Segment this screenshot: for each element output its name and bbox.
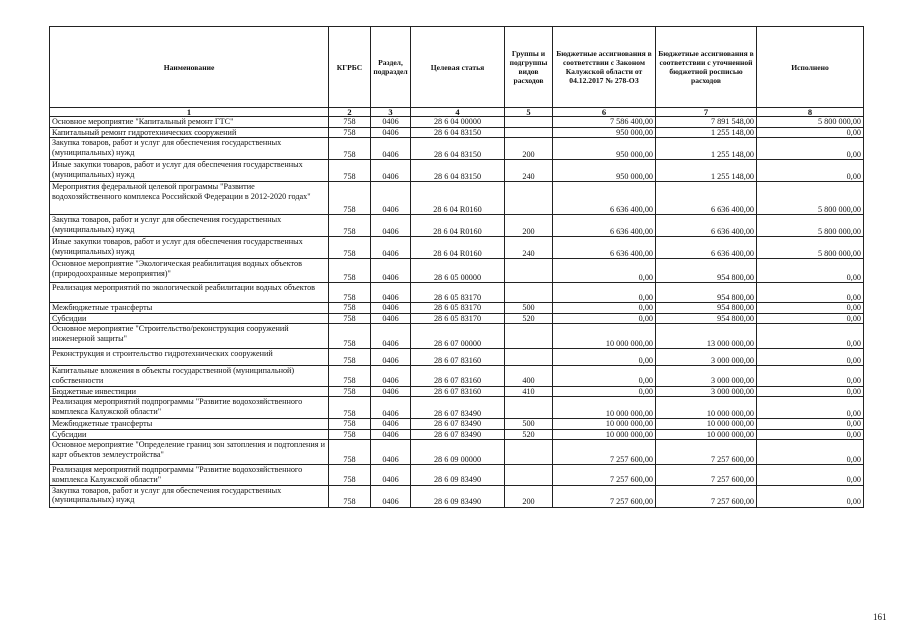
table-row <box>50 366 864 386</box>
row-expense-group <box>505 182 553 215</box>
row-kgrbs: 758 <box>329 429 371 440</box>
row-section: 0406 <box>371 465 411 485</box>
row-target-article: 28 6 04 83150 <box>411 160 505 182</box>
row-law-allocation: 950 000,00 <box>553 160 656 182</box>
row-target-article: 28 6 04 R0160 <box>411 237 505 259</box>
row-target-article: 28 6 07 83490 <box>411 419 505 430</box>
row-law-allocation: 6 636 400,00 <box>553 182 656 215</box>
table-row <box>50 386 864 397</box>
row-name: Капитальные вложения в объекты государственной (муниципальной) собственности <box>50 366 329 386</box>
row-kgrbs: 758 <box>329 237 371 259</box>
table-row <box>50 397 864 419</box>
row-kgrbs: 758 <box>329 127 371 138</box>
row-name: Бюджетные инвестиции <box>50 386 329 397</box>
table-row <box>50 160 864 182</box>
row-executed: 0,00 <box>757 160 864 182</box>
row-executed: 0,00 <box>757 419 864 430</box>
row-section: 0406 <box>371 386 411 397</box>
row-expense-group: 410 <box>505 386 553 397</box>
row-law-allocation: 950 000,00 <box>553 138 656 160</box>
row-expense-group <box>505 259 553 283</box>
row-kgrbs: 758 <box>329 138 371 160</box>
row-expense-group: 500 <box>505 419 553 430</box>
table-row <box>50 237 864 259</box>
table-row <box>50 485 864 507</box>
row-revised-allocation: 7 891 548,00 <box>656 117 757 128</box>
table-row <box>50 182 864 215</box>
row-expense-group <box>505 127 553 138</box>
row-name: Основное мероприятие "Строительство/реконструкция сооружений инженерной защиты" <box>50 324 329 349</box>
col-number: 1 <box>50 108 329 117</box>
row-section: 0406 <box>371 237 411 259</box>
row-target-article: 28 6 04 R0160 <box>411 182 505 215</box>
row-revised-allocation: 13 000 000,00 <box>656 324 757 349</box>
row-target-article: 28 6 09 83490 <box>411 465 505 485</box>
row-expense-group: 520 <box>505 429 553 440</box>
row-law-allocation: 6 636 400,00 <box>553 215 656 237</box>
row-revised-allocation: 10 000 000,00 <box>656 397 757 419</box>
row-law-allocation: 7 257 600,00 <box>553 485 656 507</box>
table-row <box>50 429 864 440</box>
row-law-allocation: 0,00 <box>553 366 656 386</box>
row-law-allocation: 0,00 <box>553 349 656 366</box>
row-revised-allocation: 3 000 000,00 <box>656 349 757 366</box>
row-executed: 0,00 <box>757 440 864 465</box>
col-number: 8 <box>757 108 864 117</box>
row-revised-allocation: 6 636 400,00 <box>656 215 757 237</box>
row-expense-group <box>505 349 553 366</box>
table-row <box>50 313 864 324</box>
table-row <box>50 117 864 128</box>
page-number: 161 <box>873 612 887 622</box>
col-number: 3 <box>371 108 411 117</box>
row-section: 0406 <box>371 160 411 182</box>
row-revised-allocation: 7 257 600,00 <box>656 440 757 465</box>
row-law-allocation: 10 000 000,00 <box>553 397 656 419</box>
row-name: Мероприятия федеральной целевой программы "Развитие водохозяйственного комплекса Российской Федерации в 2012-2020 годах" <box>50 182 329 215</box>
row-revised-allocation: 7 257 600,00 <box>656 465 757 485</box>
header-section: Раздел, подраздел <box>371 27 411 108</box>
row-kgrbs: 758 <box>329 349 371 366</box>
table-row <box>50 138 864 160</box>
row-law-allocation: 7 257 600,00 <box>553 440 656 465</box>
row-target-article: 28 6 04 00000 <box>411 117 505 128</box>
table-row <box>50 349 864 366</box>
row-revised-allocation: 954 800,00 <box>656 283 757 303</box>
row-executed: 0,00 <box>757 127 864 138</box>
row-name: Иные закупки товаров, работ и услуг для обеспечения государственных (муниципальных) нужд <box>50 160 329 182</box>
row-executed: 0,00 <box>757 259 864 283</box>
row-name: Реконструкция и строительство гидротехнических сооружений <box>50 349 329 366</box>
header-kgrbs: КГРБС <box>329 27 371 108</box>
column-number-row <box>50 108 864 117</box>
row-executed: 5 800 000,00 <box>757 117 864 128</box>
col-number: 2 <box>329 108 371 117</box>
row-revised-allocation: 954 800,00 <box>656 303 757 314</box>
row-expense-group: 200 <box>505 485 553 507</box>
row-target-article: 28 6 04 83150 <box>411 127 505 138</box>
row-target-article: 28 6 07 83160 <box>411 349 505 366</box>
row-section: 0406 <box>371 397 411 419</box>
header-target-article: Целевая статья <box>411 27 505 108</box>
row-name: Капитальный ремонт гидротехнических сооружений <box>50 127 329 138</box>
row-revised-allocation: 6 636 400,00 <box>656 182 757 215</box>
header-law-allocation: Бюджетные ассигнования в соответствии с Законом Калужской области от 04.12.2017 № 278-ОЗ <box>553 27 656 108</box>
table-row <box>50 324 864 349</box>
row-executed: 0,00 <box>757 324 864 349</box>
row-name: Основное мероприятие "Определение границ зон затопления и подтопления и карт объектов землеустройства" <box>50 440 329 465</box>
row-section: 0406 <box>371 182 411 215</box>
row-kgrbs: 758 <box>329 117 371 128</box>
row-target-article: 28 6 05 00000 <box>411 259 505 283</box>
row-revised-allocation: 10 000 000,00 <box>656 429 757 440</box>
row-kgrbs: 758 <box>329 283 371 303</box>
row-target-article: 28 6 04 83150 <box>411 138 505 160</box>
row-executed: 0,00 <box>757 429 864 440</box>
row-name: Субсидии <box>50 429 329 440</box>
row-kgrbs: 758 <box>329 397 371 419</box>
col-number: 6 <box>553 108 656 117</box>
table-row <box>50 259 864 283</box>
row-law-allocation: 10 000 000,00 <box>553 324 656 349</box>
row-expense-group: 200 <box>505 138 553 160</box>
row-law-allocation: 10 000 000,00 <box>553 429 656 440</box>
table-row <box>50 465 864 485</box>
row-expense-group <box>505 440 553 465</box>
row-section: 0406 <box>371 283 411 303</box>
row-expense-group <box>505 283 553 303</box>
row-revised-allocation: 954 800,00 <box>656 313 757 324</box>
row-law-allocation: 0,00 <box>553 283 656 303</box>
row-target-article: 28 6 07 00000 <box>411 324 505 349</box>
row-executed: 0,00 <box>757 303 864 314</box>
table-body <box>50 117 864 508</box>
header-revised-allocation: Бюджетные ассигнования в соответствии с уточненной бюджетной росписью расходов <box>656 27 757 108</box>
row-target-article: 28 6 07 83490 <box>411 397 505 419</box>
row-section: 0406 <box>371 259 411 283</box>
row-kgrbs: 758 <box>329 485 371 507</box>
row-kgrbs: 758 <box>329 160 371 182</box>
table-row <box>50 303 864 314</box>
row-name: Закупка товаров, работ и услуг для обеспечения государственных (муниципальных) нужд <box>50 485 329 507</box>
col-number: 4 <box>411 108 505 117</box>
row-section: 0406 <box>371 215 411 237</box>
row-revised-allocation: 7 257 600,00 <box>656 485 757 507</box>
row-expense-group <box>505 117 553 128</box>
col-number: 7 <box>656 108 757 117</box>
table-row <box>50 283 864 303</box>
row-kgrbs: 758 <box>329 324 371 349</box>
row-target-article: 28 6 07 83160 <box>411 366 505 386</box>
row-target-article: 28 6 09 00000 <box>411 440 505 465</box>
row-name: Реализация мероприятий подпрограммы "Развитие водохозяйственного комплекса Калужской области" <box>50 397 329 419</box>
row-kgrbs: 758 <box>329 182 371 215</box>
row-section: 0406 <box>371 349 411 366</box>
row-kgrbs: 758 <box>329 465 371 485</box>
row-expense-group: 240 <box>505 237 553 259</box>
row-expense-group <box>505 397 553 419</box>
budget-table <box>49 26 864 508</box>
row-law-allocation: 7 257 600,00 <box>553 465 656 485</box>
row-section: 0406 <box>371 127 411 138</box>
row-section: 0406 <box>371 313 411 324</box>
row-revised-allocation: 3 000 000,00 <box>656 386 757 397</box>
header-row <box>50 27 864 108</box>
row-kgrbs: 758 <box>329 313 371 324</box>
row-name: Основное мероприятие "Капитальный ремонт ГТС" <box>50 117 329 128</box>
row-expense-group: 200 <box>505 215 553 237</box>
row-executed: 0,00 <box>757 465 864 485</box>
row-section: 0406 <box>371 429 411 440</box>
row-revised-allocation: 1 255 148,00 <box>656 160 757 182</box>
row-expense-group: 500 <box>505 303 553 314</box>
row-revised-allocation: 1 255 148,00 <box>656 138 757 160</box>
row-law-allocation: 0,00 <box>553 386 656 397</box>
row-expense-group: 400 <box>505 366 553 386</box>
row-expense-group <box>505 324 553 349</box>
row-section: 0406 <box>371 440 411 465</box>
row-expense-group: 240 <box>505 160 553 182</box>
row-target-article: 28 6 05 83170 <box>411 313 505 324</box>
row-law-allocation: 0,00 <box>553 303 656 314</box>
row-executed: 0,00 <box>757 397 864 419</box>
row-name: Реализация мероприятий по экологической реабилитации водных объектов <box>50 283 329 303</box>
row-kgrbs: 758 <box>329 303 371 314</box>
row-kgrbs: 758 <box>329 440 371 465</box>
row-law-allocation: 7 586 400,00 <box>553 117 656 128</box>
row-name: Основное мероприятие "Экологическая реабилитация водных объектов (природоохранные мероприятия)" <box>50 259 329 283</box>
row-name: Закупка товаров, работ и услуг для обеспечения государственных (муниципальных) нужд <box>50 138 329 160</box>
row-expense-group: 520 <box>505 313 553 324</box>
row-kgrbs: 758 <box>329 215 371 237</box>
row-law-allocation: 10 000 000,00 <box>553 419 656 430</box>
row-section: 0406 <box>371 117 411 128</box>
row-kgrbs: 758 <box>329 259 371 283</box>
row-law-allocation: 0,00 <box>553 259 656 283</box>
row-section: 0406 <box>371 485 411 507</box>
row-executed: 0,00 <box>757 283 864 303</box>
row-law-allocation: 0,00 <box>553 313 656 324</box>
row-executed: 0,00 <box>757 386 864 397</box>
row-revised-allocation: 1 255 148,00 <box>656 127 757 138</box>
row-target-article: 28 6 07 83160 <box>411 386 505 397</box>
row-name: Межбюджетные трансферты <box>50 303 329 314</box>
row-name: Закупка товаров, работ и услуг для обеспечения государственных (муниципальных) нужд <box>50 215 329 237</box>
table-row <box>50 215 864 237</box>
row-section: 0406 <box>371 324 411 349</box>
row-law-allocation: 950 000,00 <box>553 127 656 138</box>
row-target-article: 28 6 09 83490 <box>411 485 505 507</box>
row-section: 0406 <box>371 366 411 386</box>
header-expense-group: Группы и подгруппы видов расходов <box>505 27 553 108</box>
row-target-article: 28 6 07 83490 <box>411 429 505 440</box>
row-name: Субсидии <box>50 313 329 324</box>
row-section: 0406 <box>371 138 411 160</box>
row-name: Межбюджетные трансферты <box>50 419 329 430</box>
row-executed: 0,00 <box>757 138 864 160</box>
table-row <box>50 127 864 138</box>
header-executed: Исполнено <box>757 27 864 108</box>
table-row <box>50 440 864 465</box>
row-target-article: 28 6 04 R0160 <box>411 215 505 237</box>
row-executed: 5 800 000,00 <box>757 182 864 215</box>
row-kgrbs: 758 <box>329 366 371 386</box>
row-executed: 0,00 <box>757 349 864 366</box>
row-name: Иные закупки товаров, работ и услуг для обеспечения государственных (муниципальных) нужд <box>50 237 329 259</box>
row-executed: 0,00 <box>757 485 864 507</box>
row-section: 0406 <box>371 419 411 430</box>
row-executed: 0,00 <box>757 366 864 386</box>
row-target-article: 28 6 05 83170 <box>411 303 505 314</box>
row-kgrbs: 758 <box>329 419 371 430</box>
row-kgrbs: 758 <box>329 386 371 397</box>
col-number: 5 <box>505 108 553 117</box>
row-law-allocation: 6 636 400,00 <box>553 237 656 259</box>
table-row <box>50 419 864 430</box>
header-name: Наименование <box>50 27 329 108</box>
row-executed: 5 800 000,00 <box>757 215 864 237</box>
row-revised-allocation: 6 636 400,00 <box>656 237 757 259</box>
row-target-article: 28 6 05 83170 <box>411 283 505 303</box>
row-executed: 0,00 <box>757 313 864 324</box>
row-revised-allocation: 954 800,00 <box>656 259 757 283</box>
row-executed: 5 800 000,00 <box>757 237 864 259</box>
row-name: Реализация мероприятий подпрограммы "Развитие водохозяйственного комплекса Калужской области" <box>50 465 329 485</box>
row-revised-allocation: 10 000 000,00 <box>656 419 757 430</box>
row-revised-allocation: 3 000 000,00 <box>656 366 757 386</box>
row-expense-group <box>505 465 553 485</box>
row-section: 0406 <box>371 303 411 314</box>
